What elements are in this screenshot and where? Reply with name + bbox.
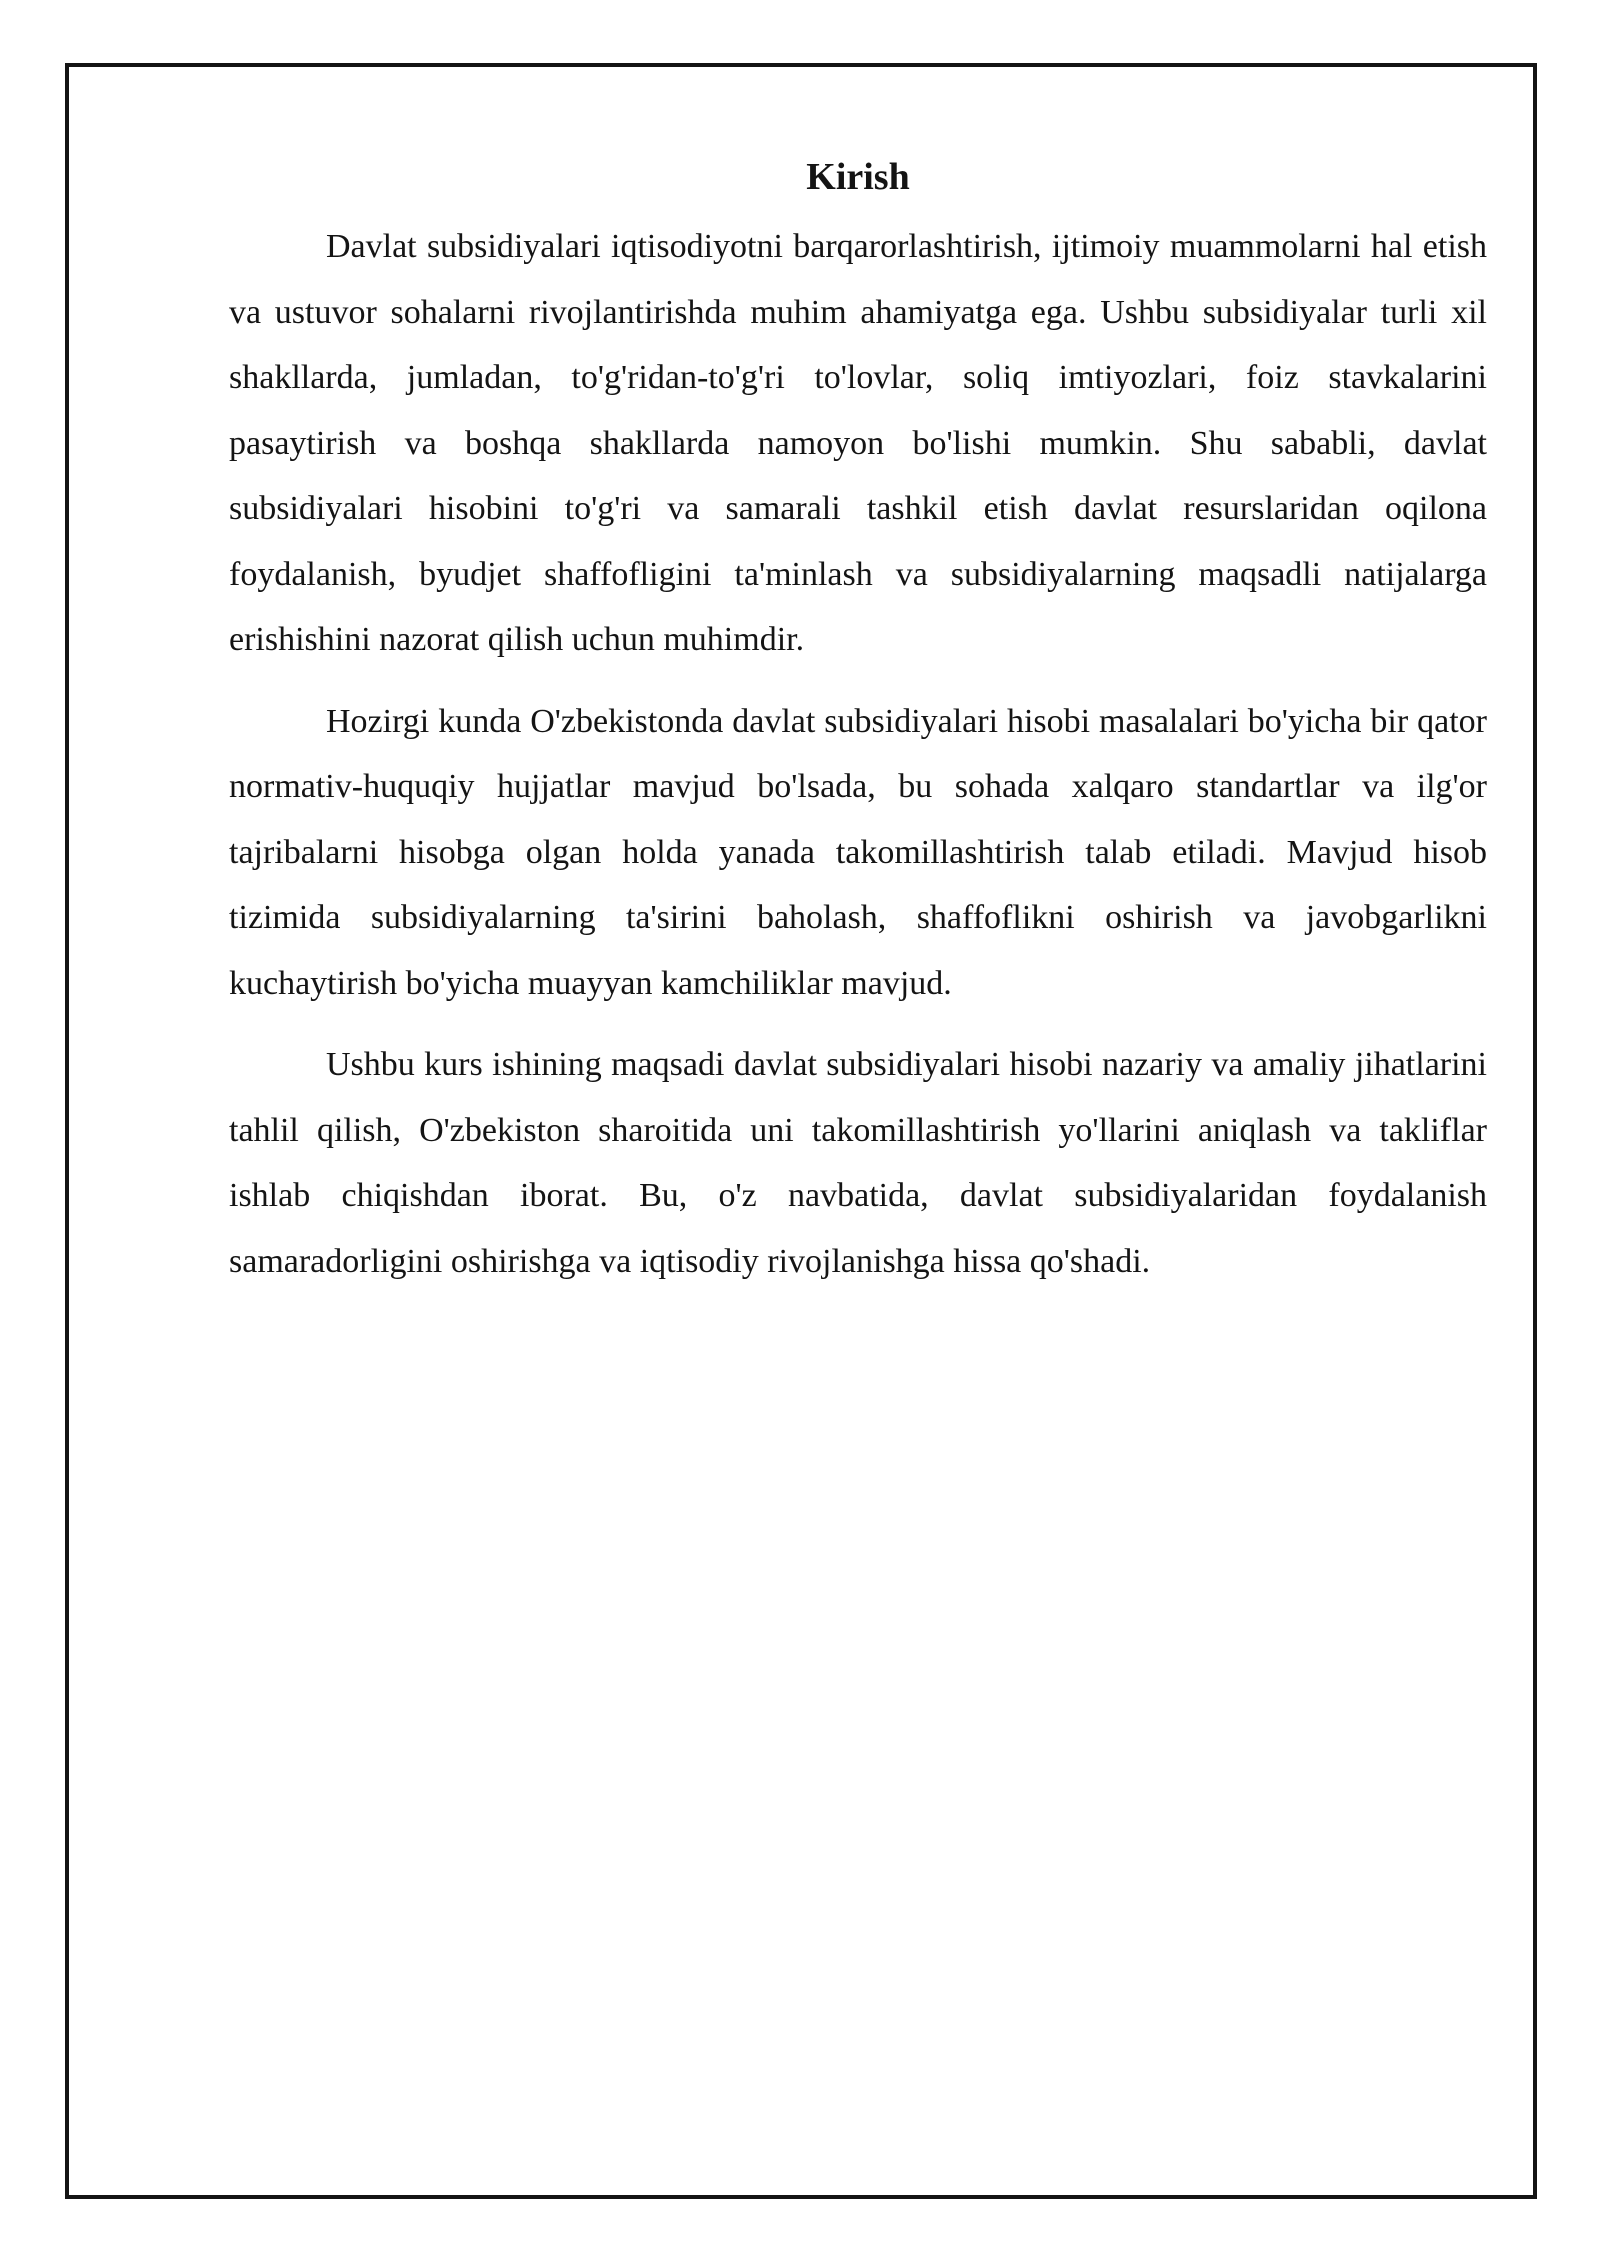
paragraph-2: Hozirgi kunda O'zbekistonda davlat subsidiyalari hisobi masalalari bo'yicha bir qator normativ-huquqiy hujjatlar mavjud bo'lsada, bu sohada xalqaro standartlar va ilg'or tajribalarni hisobga olgan holda yanada takomillashtirish talab etiladi. Mavjud hisob tizimida subsidiyalarning ta'sirini baholash, shaffoflikni oshirish va javobgarlikni kuchaytirish bo'yicha muayyan kamchiliklar mavjud. xyxy=(229,702,1487,1002)
document-title: Kirish xyxy=(806,156,910,198)
document-body xyxy=(229,148,1487,1310)
paragraph-3: Ushbu kurs ishining maqsadi davlat subsidiyalari hisobi nazariy va amaliy jihatlarini tahlil qilish, O'zbekiston sharoitida uni takomillashtirish yo'llarini aniqlash va takliflar ishlab chiqishdan iborat. Bu, o'z navbatida, davlat subsidiyalaridan foydalanish samaradorligini oshirishga va iqtisodiy rivojlanishga hissa qo'shadi. xyxy=(229,1046,1487,1280)
paragraph-1: Davlat subsidiyalari iqtisodiyotni barqarorlashtirish, ijtimoiy muammolarni hal etish va ustuvor sohalarni rivojlantirishda muhim ahamiyatga ega. Ushbu subsidiyalar turli xil shakllarda, jumladan, to'g'ridan-to'g'ri to'lovlar, soliq imtiyozlari, foiz stavkalarini pasaytirish va boshqa shakllarda namoyon bo'lishi mumkin. Shu sababli, davlat subsidiyalari hisobini to'g'ri va samarali tashkil etish davlat resurslaridan oqilona foydalanish, byudjet shaffofligini ta'minlash va subsidiyalarning maqsadli natijalarga erishishini nazorat qilish uchun muhimdir. xyxy=(229,228,1487,658)
